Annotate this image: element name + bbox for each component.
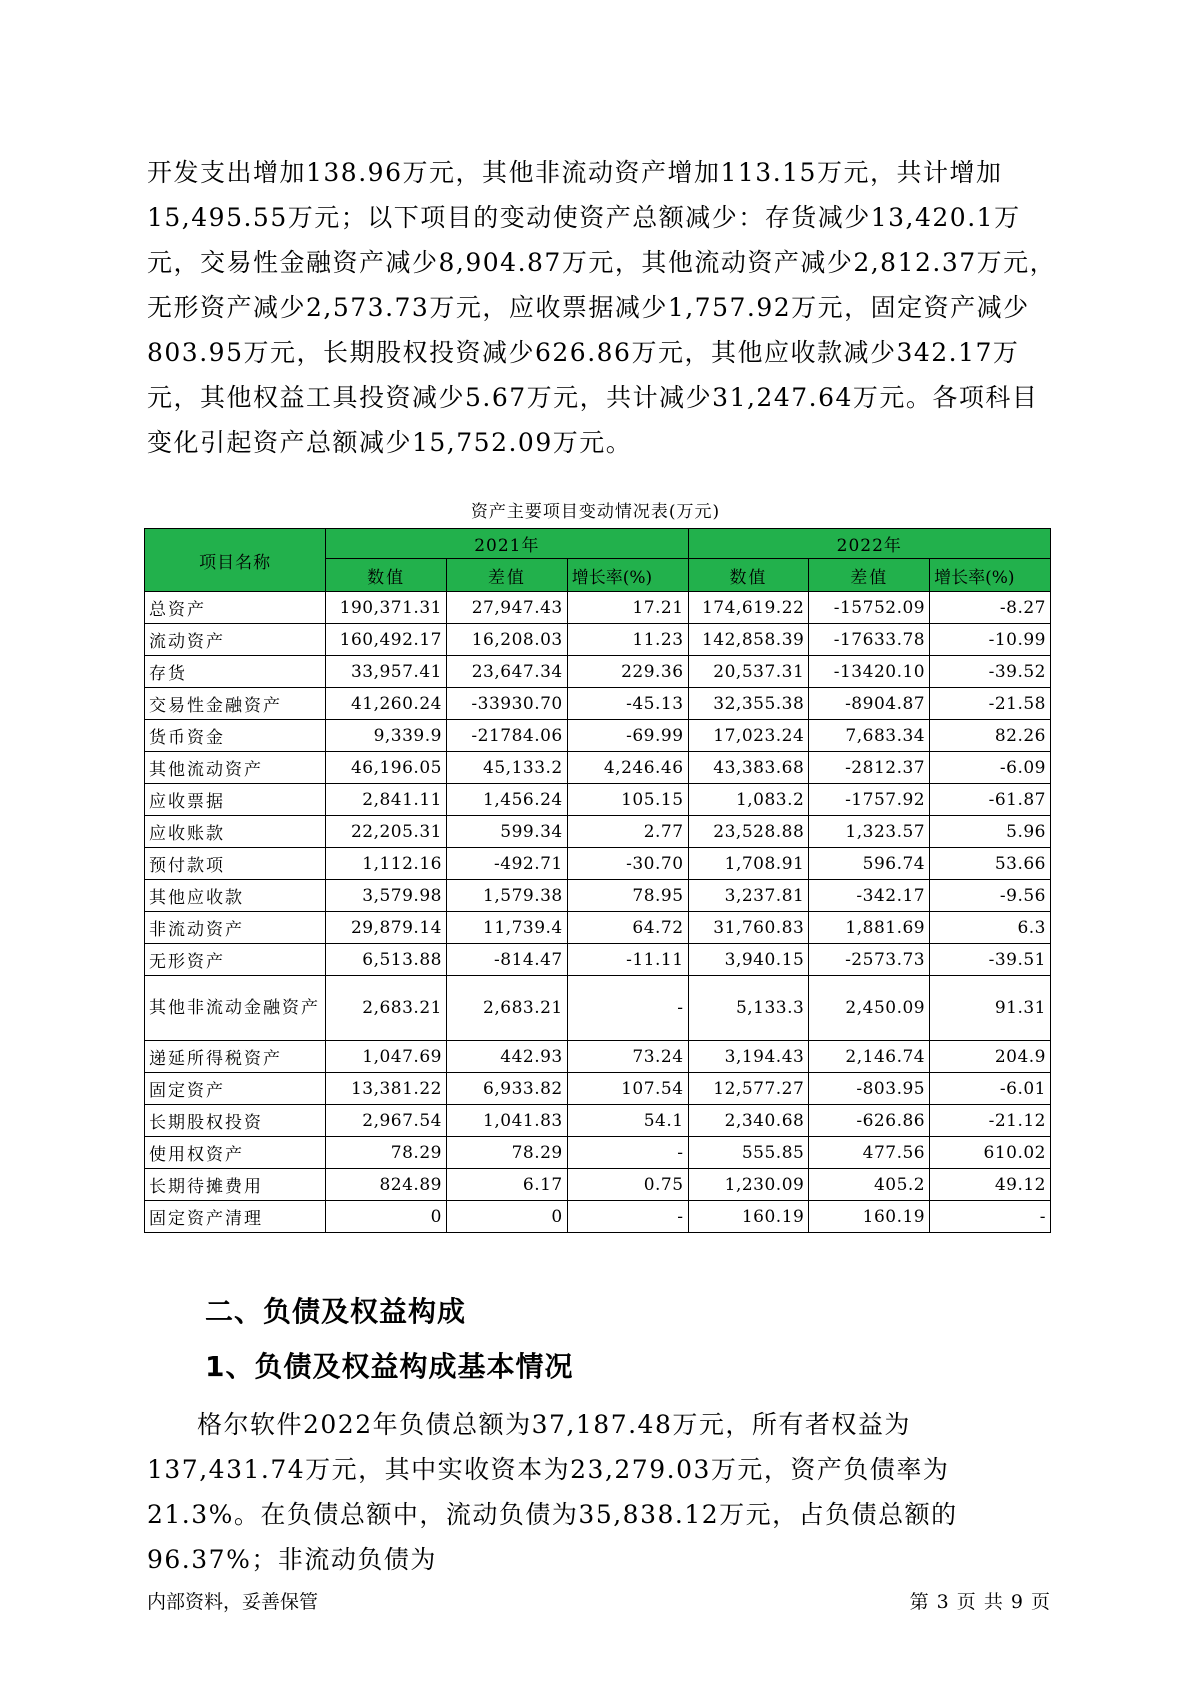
cell-value-2022: 160.19 <box>688 1201 809 1233</box>
table-row <box>145 1105 1051 1137</box>
cell-rate-2021: -11.11 <box>567 944 688 976</box>
cell-value-2022: 1,230.09 <box>688 1169 809 1201</box>
cell-value-2022: 2,340.68 <box>688 1105 809 1137</box>
cell-diff-2022: 596.74 <box>809 848 930 880</box>
cell-value-2021: 0 <box>326 1201 447 1233</box>
cell-rate-2022: -8.27 <box>930 592 1051 624</box>
cell-rate-2021: 78.95 <box>567 880 688 912</box>
cell-diff-2021: -21784.06 <box>446 720 567 752</box>
cell-diff-2021: 6,933.82 <box>446 1073 567 1105</box>
cell-diff-2022: -1757.92 <box>809 784 930 816</box>
cell-diff-2022: 160.19 <box>809 1201 930 1233</box>
table-row <box>145 976 1051 1041</box>
cell-rate-2022: -39.51 <box>930 944 1051 976</box>
cell-rate-2022: 204.9 <box>930 1041 1051 1073</box>
row-name: 总资产 <box>145 592 326 624</box>
cell-diff-2022: 7,683.34 <box>809 720 930 752</box>
table-row <box>145 1073 1051 1105</box>
cell-value-2021: 6,513.88 <box>326 944 447 976</box>
body-paragraph-1: 开发支出增加138.96万元，其他非流动资产增加113.15万元，共计增加15,495.55万元；以下项目的变动使资产总额减少：存货减少13,420.1万元，交易性金融资产减少8,904.87万元，其他流动资产减少2,812.37万元，无形资产减少2,573.73万元，应收票据减少1,757.92万元，固定资产减少803.95万元，长期股权投资减少626.86万元，其他应收款减少342.17万元，其他权益工具投资减少5.67万元，共计减少31,247.64万元。各项科目变化引起资产总额减少15,752.09万元。 <box>147 158 1057 457</box>
row-name: 流动资产 <box>145 624 326 656</box>
table-row <box>145 624 1051 656</box>
cell-diff-2021: 78.29 <box>446 1137 567 1169</box>
row-name: 其他非流动金融资产 <box>145 976 326 1041</box>
cell-value-2022: 20,537.31 <box>688 656 809 688</box>
cell-diff-2021: 11,739.4 <box>446 912 567 944</box>
cell-value-2022: 174,619.22 <box>688 592 809 624</box>
cell-diff-2022: -626.86 <box>809 1105 930 1137</box>
header-value-2022: 数值 <box>688 559 809 592</box>
header-value-2021: 数值 <box>326 559 447 592</box>
cell-value-2021: 9,339.9 <box>326 720 447 752</box>
cell-value-2021: 41,260.24 <box>326 688 447 720</box>
cell-rate-2022: -21.12 <box>930 1105 1051 1137</box>
table-row <box>145 880 1051 912</box>
cell-rate-2021: -45.13 <box>567 688 688 720</box>
row-name: 递延所得税资产 <box>145 1041 326 1073</box>
cell-value-2022: 31,760.83 <box>688 912 809 944</box>
body-paragraph-2: 格尔软件2022年负债总额为37,187.48万元，所有者权益为137,431.74万元，其中实收资本为23,279.03万元，资产负债率为21.3%。在负债总额中，流动负债为35,838.12万元，占负债总额的96.37%；非流动负债为 <box>147 1410 958 1574</box>
cell-rate-2021: - <box>567 976 688 1041</box>
cell-rate-2021: 54.1 <box>567 1105 688 1137</box>
table-row <box>145 912 1051 944</box>
cell-rate-2021: 64.72 <box>567 912 688 944</box>
cell-diff-2021: 1,456.24 <box>446 784 567 816</box>
table-row <box>145 1041 1051 1073</box>
cell-value-2022: 23,528.88 <box>688 816 809 848</box>
table-row <box>145 1201 1051 1233</box>
subsection-heading: 1、负债及权益构成基本情况 <box>205 1350 574 1383</box>
cell-diff-2021: 23,647.34 <box>446 656 567 688</box>
cell-diff-2021: 0 <box>446 1201 567 1233</box>
cell-value-2022: 3,194.43 <box>688 1041 809 1073</box>
cell-diff-2022: -342.17 <box>809 880 930 912</box>
table-row <box>145 688 1051 720</box>
cell-rate-2022: -9.56 <box>930 880 1051 912</box>
section-heading: 二、负债及权益构成 <box>205 1295 467 1328</box>
cell-diff-2022: -15752.09 <box>809 592 930 624</box>
table-row <box>145 656 1051 688</box>
cell-value-2022: 32,355.38 <box>688 688 809 720</box>
cell-diff-2021: 1,579.38 <box>446 880 567 912</box>
table-row <box>145 752 1051 784</box>
row-name: 固定资产 <box>145 1073 326 1105</box>
table-caption: 资产主要项目变动情况表(万元) <box>470 502 721 522</box>
row-name: 长期待摊费用 <box>145 1169 326 1201</box>
cell-rate-2021: - <box>567 1137 688 1169</box>
cell-rate-2022: 5.96 <box>930 816 1051 848</box>
table-row <box>145 1137 1051 1169</box>
cell-value-2021: 190,371.31 <box>326 592 447 624</box>
cell-value-2021: 13,381.22 <box>326 1073 447 1105</box>
cell-value-2021: 46,196.05 <box>326 752 447 784</box>
cell-diff-2021: -33930.70 <box>446 688 567 720</box>
header-item-name: 项目名称 <box>145 529 326 592</box>
table-row <box>145 784 1051 816</box>
page-number: 第 3 页 共 9 页 <box>909 1591 1051 1613</box>
row-name: 非流动资产 <box>145 912 326 944</box>
cell-diff-2021: 599.34 <box>446 816 567 848</box>
header-diff-2022: 差值 <box>809 559 930 592</box>
header-year-2022: 2022年 <box>688 529 1050 559</box>
cell-value-2021: 1,112.16 <box>326 848 447 880</box>
cell-diff-2022: -13420.10 <box>809 656 930 688</box>
cell-value-2021: 160,492.17 <box>326 624 447 656</box>
cell-value-2022: 1,083.2 <box>688 784 809 816</box>
cell-rate-2022: -21.58 <box>930 688 1051 720</box>
cell-value-2021: 33,957.41 <box>326 656 447 688</box>
cell-rate-2021: 4,246.46 <box>567 752 688 784</box>
cell-rate-2022: 91.31 <box>930 976 1051 1041</box>
row-name: 无形资产 <box>145 944 326 976</box>
header-diff-2021: 差值 <box>446 559 567 592</box>
table-row <box>145 848 1051 880</box>
cell-rate-2022: -39.52 <box>930 656 1051 688</box>
cell-diff-2022: 2,146.74 <box>809 1041 930 1073</box>
cell-value-2021: 78.29 <box>326 1137 447 1169</box>
footer-confidential-note: 内部资料，妥善保管 <box>147 1591 319 1613</box>
row-name: 长期股权投资 <box>145 1105 326 1137</box>
cell-diff-2021: 45,133.2 <box>446 752 567 784</box>
cell-rate-2021: 105.15 <box>567 784 688 816</box>
table-row <box>145 816 1051 848</box>
row-name: 货币资金 <box>145 720 326 752</box>
cell-value-2021: 22,205.31 <box>326 816 447 848</box>
row-name: 其他应收款 <box>145 880 326 912</box>
cell-value-2021: 824.89 <box>326 1169 447 1201</box>
header-rate-2022: 增长率(%) <box>930 559 1051 592</box>
header-rate-2021: 增长率(%) <box>567 559 688 592</box>
cell-diff-2022: 405.2 <box>809 1169 930 1201</box>
cell-diff-2022: 1,323.57 <box>809 816 930 848</box>
cell-rate-2022: 6.3 <box>930 912 1051 944</box>
cell-diff-2021: 2,683.21 <box>446 976 567 1041</box>
cell-diff-2021: 1,041.83 <box>446 1105 567 1137</box>
table-row <box>145 944 1051 976</box>
cell-rate-2021: - <box>567 1201 688 1233</box>
cell-value-2021: 2,841.11 <box>326 784 447 816</box>
cell-value-2022: 142,858.39 <box>688 624 809 656</box>
cell-diff-2021: 16,208.03 <box>446 624 567 656</box>
cell-value-2022: 5,133.3 <box>688 976 809 1041</box>
cell-value-2022: 1,708.91 <box>688 848 809 880</box>
cell-value-2022: 3,940.15 <box>688 944 809 976</box>
cell-rate-2021: 11.23 <box>567 624 688 656</box>
cell-rate-2021: 0.75 <box>567 1169 688 1201</box>
cell-diff-2022: -17633.78 <box>809 624 930 656</box>
cell-value-2022: 12,577.27 <box>688 1073 809 1105</box>
row-name: 存货 <box>145 656 326 688</box>
row-name: 其他流动资产 <box>145 752 326 784</box>
cell-rate-2022: -6.01 <box>930 1073 1051 1105</box>
cell-value-2021: 3,579.98 <box>326 880 447 912</box>
table-row <box>145 592 1051 624</box>
cell-rate-2022: - <box>930 1201 1051 1233</box>
table-row <box>145 720 1051 752</box>
cell-rate-2021: 107.54 <box>567 1073 688 1105</box>
cell-value-2022: 555.85 <box>688 1137 809 1169</box>
cell-rate-2021: 73.24 <box>567 1041 688 1073</box>
row-name: 预付款项 <box>145 848 326 880</box>
cell-value-2022: 43,383.68 <box>688 752 809 784</box>
cell-rate-2022: 49.12 <box>930 1169 1051 1201</box>
cell-value-2021: 2,967.54 <box>326 1105 447 1137</box>
cell-rate-2022: -10.99 <box>930 624 1051 656</box>
row-name: 交易性金融资产 <box>145 688 326 720</box>
cell-rate-2022: 53.66 <box>930 848 1051 880</box>
header-year-2021: 2021年 <box>326 529 688 559</box>
row-name: 固定资产清理 <box>145 1201 326 1233</box>
cell-value-2021: 1,047.69 <box>326 1041 447 1073</box>
cell-rate-2022: 82.26 <box>930 720 1051 752</box>
cell-diff-2022: 2,450.09 <box>809 976 930 1041</box>
table-row <box>145 1169 1051 1201</box>
cell-diff-2022: 1,881.69 <box>809 912 930 944</box>
cell-value-2022: 17,023.24 <box>688 720 809 752</box>
cell-diff-2021: 442.93 <box>446 1041 567 1073</box>
row-name: 应收账款 <box>145 816 326 848</box>
cell-diff-2021: -814.47 <box>446 944 567 976</box>
cell-rate-2021: 229.36 <box>567 656 688 688</box>
cell-rate-2021: 17.21 <box>567 592 688 624</box>
cell-diff-2022: -2812.37 <box>809 752 930 784</box>
asset-change-table <box>144 528 1051 1233</box>
cell-diff-2022: -8904.87 <box>809 688 930 720</box>
cell-value-2021: 2,683.21 <box>326 976 447 1041</box>
cell-diff-2021: -492.71 <box>446 848 567 880</box>
cell-rate-2021: -30.70 <box>567 848 688 880</box>
cell-value-2022: 3,237.81 <box>688 880 809 912</box>
cell-diff-2022: -803.95 <box>809 1073 930 1105</box>
cell-diff-2021: 6.17 <box>446 1169 567 1201</box>
cell-value-2021: 29,879.14 <box>326 912 447 944</box>
cell-diff-2022: 477.56 <box>809 1137 930 1169</box>
cell-rate-2022: -6.09 <box>930 752 1051 784</box>
row-name: 应收票据 <box>145 784 326 816</box>
cell-diff-2022: -2573.73 <box>809 944 930 976</box>
cell-rate-2022: 610.02 <box>930 1137 1051 1169</box>
row-name: 使用权资产 <box>145 1137 326 1169</box>
cell-diff-2021: 27,947.43 <box>446 592 567 624</box>
cell-rate-2021: 2.77 <box>567 816 688 848</box>
cell-rate-2021: -69.99 <box>567 720 688 752</box>
cell-rate-2022: -61.87 <box>930 784 1051 816</box>
